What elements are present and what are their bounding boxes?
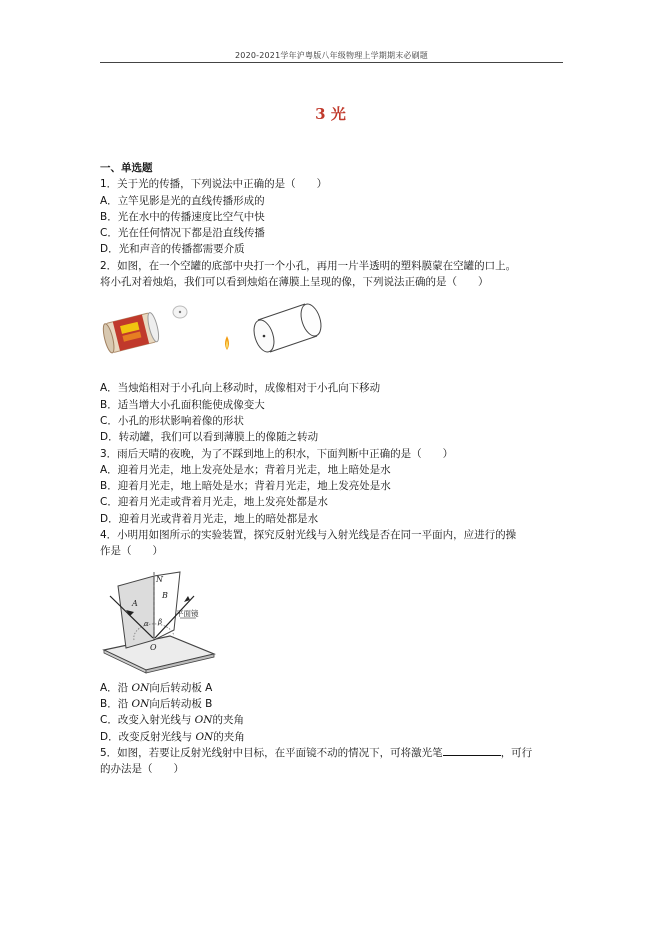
option-b-text-post: 向后转动板 B (149, 697, 213, 710)
question-1-option-a: A．立竿见影是光的直线传播形成的 (100, 194, 265, 207)
reflection-experiment-illustration (100, 564, 220, 674)
point-o-label: O (150, 642, 157, 652)
question-5-text-post: ，可行 (500, 746, 533, 759)
question-3-stem: 3．雨后天晴的夜晚，为了不踩到地上的积水，下面判断中正确的是（ ） (100, 447, 454, 460)
question-3-option-c: C．迎着月光走或背着月光走，地上发亮处都是水 (100, 496, 328, 509)
question-list (100, 160, 570, 777)
question-2-stem-line-2: 将小孔对着烛焰，我们可以看到烛焰在薄膜上呈现的像，下列说法正确的是（ ） (100, 276, 489, 289)
question-1-option-c: C．光在任何情况下都是沿直线传播 (100, 227, 265, 240)
angle-alpha-label: α (144, 619, 149, 628)
board-b-label: B (162, 590, 168, 600)
option-c-text-post: 的夹角 (212, 714, 244, 727)
option-a-math-on: ON (131, 681, 150, 694)
question-4-option-c (100, 712, 570, 728)
answer-blank (443, 745, 501, 756)
question-5-stem-line-2: 的办法是（ ） (100, 763, 184, 776)
option-c-text-pre: C．改变入射光线与 (100, 714, 195, 727)
section-heading: 一、单选题 (100, 162, 153, 174)
question-3-option-d: D．迎着月光或背着月光走，地上的暗处都是水 (100, 512, 319, 525)
question-4-option-d (100, 729, 570, 745)
question-2-option-d: D．转动罐，我们可以看到薄膜上的像随之转动 (100, 431, 319, 444)
question-5-text-pre: 5．如图，若要让反射光线射中目标，在平面镜不动的情况下，可将激光笔 (100, 746, 443, 759)
question-2-option-a: A．当烛焰相对于小孔向上移动时，成像相对于小孔向下移动 (100, 382, 381, 395)
option-c-math-on: ON (194, 714, 213, 727)
header-divider (100, 62, 563, 63)
question-3-option-a: A．迎着月光走，地上发亮处是水；背着月光走，地上暗处是水 (100, 463, 391, 476)
question-4-stem-line-1: 4．小明用如图所示的实验装置，探究反射光线与入射光线是否在同一平面内，应进行的操 (100, 529, 517, 542)
question-1-option-b: B．光在水中的传播速度比空气中快 (100, 210, 265, 223)
option-a-text-post: 向后转动板 A (149, 681, 213, 694)
pinhole-camera-illustration (100, 298, 330, 372)
question-3-option-b: B．迎着月光走，地上暗处是水；背着月光走，地上发亮处是水 (100, 480, 391, 493)
question-4-stem-line-2: 作是（ ） (100, 545, 163, 558)
option-d-text-post: 的夹角 (213, 730, 245, 743)
page-title: 3 光 (315, 105, 346, 123)
normal-n-label: N (156, 574, 163, 584)
angle-beta-label: β (158, 617, 163, 626)
question-2-stem-line-1: 2．如图，在一个空罐的底部中央打一个小孔，再用一片半透明的塑料膜蒙在空罐的口上。 (100, 259, 517, 272)
question-1-stem: 1．关于光的传播，下列说法中正确的是（ ） (100, 178, 328, 191)
option-d-text-pre: D．改变反射光线与 (100, 730, 196, 743)
question-2-option-b: B．适当增大小孔面积能使成像变大 (100, 398, 265, 411)
board-a-label: A (132, 598, 138, 608)
plane-mirror-label: 平面镜 (176, 608, 199, 618)
question-4-option-a (100, 680, 570, 696)
pinhole-camera-figure (100, 298, 570, 372)
option-a-text-pre: A．沿 (100, 681, 132, 694)
cylinder-screen-icon (250, 302, 324, 355)
question-2-option-c: C．小孔的形状影响着像的形状 (100, 414, 244, 427)
reflection-experiment-figure (100, 564, 570, 674)
page-header: 2020-2021学年沪粤版八年级物理上学期期末必刷题 (234, 51, 428, 60)
can-image (101, 312, 161, 354)
option-b-math-on: ON (131, 697, 150, 710)
question-1-option-d: D．光和声音的传播都需要介质 (100, 243, 245, 256)
option-b-text-pre: B．沿 (100, 697, 132, 710)
option-d-math-on: ON (195, 730, 214, 743)
question-4-option-b (100, 696, 570, 712)
question-5-stem-line-1 (100, 745, 570, 761)
candle-flame-icon (225, 336, 229, 350)
